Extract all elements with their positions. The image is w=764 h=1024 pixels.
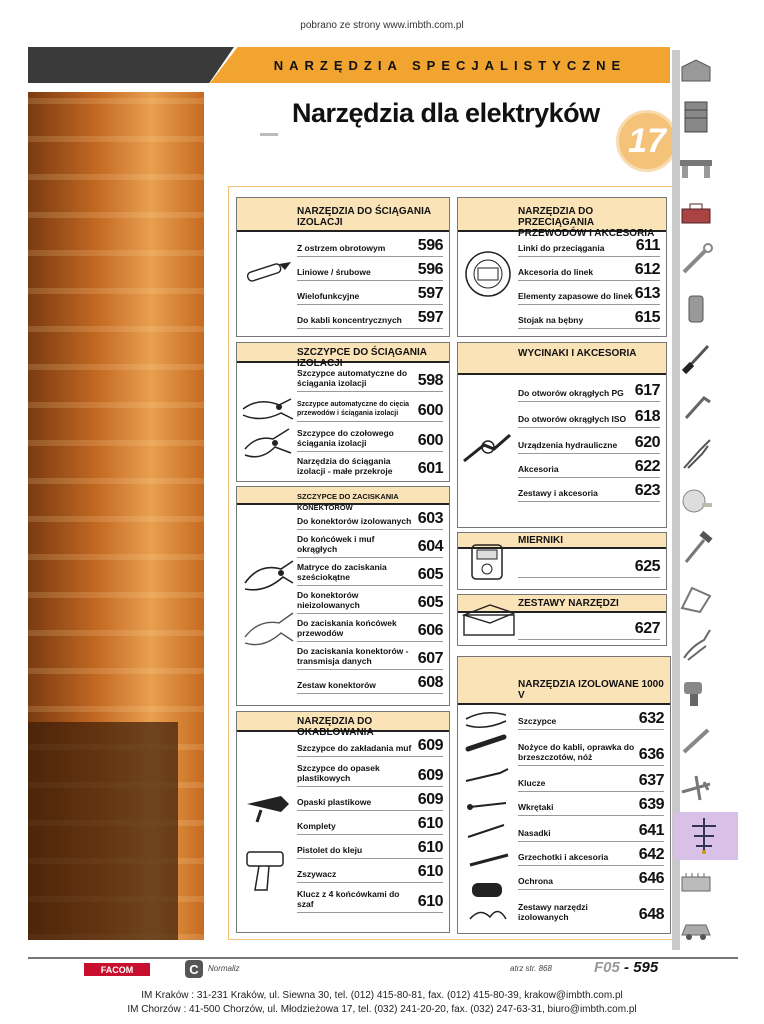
list-item[interactable] — [297, 834, 443, 859]
list-item[interactable] — [518, 729, 664, 766]
item-label: Do otworów okrągłych PG — [518, 388, 624, 398]
hydraulic-punch-icon — [460, 427, 516, 471]
item-page: 642 — [638, 846, 664, 863]
page-title: Narzędzia dla elektryków — [292, 98, 600, 128]
section-stripping-tools — [236, 197, 450, 337]
item-label: Do końcówek i muf okrągłych — [297, 534, 375, 554]
item-page: 611 — [635, 237, 660, 254]
banner-dark-segment — [28, 47, 234, 83]
chapter-tab-impact-wrench-icon[interactable] — [676, 672, 716, 712]
list-item[interactable] — [297, 882, 443, 913]
chapter-tab-tool-cabinet-icon[interactable] — [676, 98, 716, 138]
chapter-tab-torque-wrench-icon[interactable] — [676, 720, 716, 760]
item-page: 604 — [417, 538, 443, 555]
item-page: 618 — [634, 408, 660, 425]
item-label: Liniowe / śrubowe — [297, 267, 371, 277]
cable-tie-gun-icon — [241, 786, 295, 896]
item-label: Do konektorów nieizolowanych — [297, 590, 360, 610]
list-item[interactable] — [518, 889, 664, 925]
title-marker — [260, 133, 278, 136]
item-label: Zszywacz — [297, 869, 337, 879]
list-item[interactable] — [518, 791, 664, 816]
list-item[interactable] — [518, 705, 664, 730]
list-item[interactable] — [297, 732, 443, 757]
item-page: 603 — [417, 510, 443, 527]
item-page: 612 — [634, 261, 660, 278]
item-page: 636 — [638, 746, 664, 763]
list-item[interactable] — [518, 375, 660, 402]
list-item[interactable] — [518, 815, 664, 842]
c-logo: C — [185, 960, 203, 978]
list-item[interactable] — [297, 858, 443, 883]
page-number — [594, 959, 658, 976]
item-page: 610 — [417, 893, 443, 910]
section-title: SZCZYPCE DO ŚCIĄGANIA IZOLACJI — [297, 347, 427, 369]
item-page: 623 — [634, 482, 660, 499]
section-stripping-pliers — [236, 342, 450, 482]
facom-logo: FACOM — [84, 963, 150, 976]
page-section: F05 — [594, 959, 620, 976]
multimeter-icon — [464, 541, 512, 585]
section-cabling-tools — [236, 711, 450, 933]
chapter-tab-hacksaw-icon[interactable] — [676, 576, 716, 616]
item-label: Nasadki — [518, 828, 551, 838]
item-label: Do otworów okrągłych ISO — [518, 414, 627, 424]
chapter-tab-electronics-icon[interactable] — [676, 864, 716, 904]
list-item[interactable] — [297, 421, 443, 452]
item-label: Narzędzia do ściągania izolacji - małe przekroje — [297, 456, 393, 476]
item-page: 620 — [634, 434, 660, 451]
item-label: Klucze — [518, 778, 546, 788]
list-item[interactable] — [297, 585, 443, 614]
item-page: 613 — [634, 285, 660, 302]
cable-knife-icon — [241, 260, 293, 286]
item-page: 622 — [634, 458, 660, 475]
list-item[interactable] — [297, 505, 443, 530]
item-page: 610 — [417, 863, 443, 880]
item-label: Urządzenia hydrauliczne — [518, 440, 618, 450]
list-item[interactable] — [518, 841, 664, 866]
list-item[interactable] — [297, 669, 443, 694]
list-item[interactable] — [297, 641, 443, 670]
chapter-tab-pliers-cutter-icon[interactable] — [676, 624, 716, 664]
item-page: 601 — [417, 460, 443, 477]
item-page: 610 — [417, 815, 443, 832]
item-page: 627 — [634, 620, 660, 637]
item-page: 610 — [417, 839, 443, 856]
list-item[interactable] — [518, 256, 660, 281]
section-title: WYCINAKI I AKCESORIA — [518, 348, 637, 359]
item-page: 596 — [417, 237, 443, 254]
list-item[interactable] — [297, 232, 443, 257]
item-label: Linki do przeciągania — [518, 243, 605, 253]
electrician-photo — [28, 92, 204, 940]
list-item[interactable] — [297, 391, 443, 422]
item-label: Zestawy i akcesoria — [518, 488, 598, 498]
chapter-tab-socket-icon[interactable] — [676, 290, 716, 330]
list-item[interactable] — [518, 401, 660, 428]
page-separator: - — [619, 959, 634, 976]
toolbox-icon — [460, 601, 516, 641]
list-item[interactable] — [518, 280, 660, 305]
section-punches — [457, 342, 667, 528]
section-title: NARZĘDZIA DO PRZECIĄGANIA PRZEWODÓW I AKCESORIA — [518, 206, 655, 239]
list-item[interactable] — [518, 765, 664, 792]
source-note: pobrano ze strony www.imbth.com.pl — [300, 20, 464, 31]
item-label: Wkrętaki — [518, 802, 554, 812]
item-page: 606 — [417, 622, 443, 639]
item-page: 607 — [417, 650, 443, 667]
item-page: 596 — [417, 261, 443, 278]
item-label: Do zaciskania konektorów - transmisja danych — [297, 646, 409, 666]
item-label: Do kabli koncentrycznych — [297, 315, 402, 325]
list-item[interactable] — [518, 232, 660, 257]
item-page: 617 — [634, 382, 660, 399]
item-page: 608 — [417, 674, 443, 691]
category-banner-title: NARZĘDZIA SPECJALISTYCZNE — [273, 58, 627, 73]
item-page: 605 — [417, 566, 443, 583]
item-page: 597 — [417, 309, 443, 326]
item-label: Szczypce automatyczne do cięcia przewodów i ściągania izolacji — [297, 401, 410, 417]
list-item[interactable] — [297, 304, 443, 329]
section-title: NARZĘDZIA DO ŚCIĄGANIA IZOLACJI — [297, 206, 431, 228]
item-page: 600 — [417, 402, 443, 419]
item-label: Do zaciskania końcówek przewodów — [297, 618, 397, 638]
item-label: Zestaw konektorów — [297, 680, 376, 690]
list-item[interactable] — [297, 256, 443, 281]
item-page: 605 — [417, 594, 443, 611]
item-page: 597 — [417, 285, 443, 302]
section-tool-sets — [457, 594, 667, 646]
item-page: 600 — [417, 432, 443, 449]
address-krakow: IM Kraków : 31-231 Kraków, ul. Siewna 30, tel. (012) 415-80-81, fax. (012) 415-80-39, krakow@imbth.com.pl — [141, 990, 623, 1001]
list-item[interactable] — [518, 453, 660, 478]
chapter-tab-workbench-icon[interactable] — [676, 148, 716, 188]
chapter-tab-screwdriver-icon[interactable] — [676, 338, 716, 378]
item-label: Komplety — [297, 821, 336, 831]
item-page: 598 — [417, 372, 443, 389]
list-item[interactable] — [297, 756, 443, 787]
list-item[interactable] — [518, 477, 660, 502]
section-title: SZCZYPCE DO ZACISKANIA KONEKTORÓW — [297, 492, 399, 512]
list-item[interactable] — [297, 363, 443, 392]
section-crimping-pliers — [236, 486, 450, 706]
chapter-tab-tool-case-icon[interactable] — [676, 52, 716, 92]
section-title: ZESTAWY NARZĘDZI — [518, 598, 619, 609]
item-label: Nożyce do kabli, oprawka do brzeszczotów, nóż — [518, 742, 635, 762]
item-label: Akcesoria — [518, 464, 559, 474]
item-page: 609 — [417, 791, 443, 808]
item-label: Szczypce automatyczne do ściągania izolacji — [297, 368, 408, 388]
chapter-tab-wrench-icon[interactable] — [676, 240, 716, 280]
chapter-badge: 17 — [616, 110, 678, 172]
item-label: Akcesoria do linek — [518, 267, 594, 277]
item-label: Opaski plastikowe — [297, 797, 372, 807]
item-label: Szczypce do opasek plastikowych — [297, 763, 380, 783]
item-page: 609 — [417, 767, 443, 784]
list-item[interactable] — [297, 810, 443, 835]
section-title: NARZĘDZIA IZOLOWANE 1000 V — [518, 679, 664, 701]
list-item[interactable] — [518, 304, 660, 329]
item-label: Elementy zapasowe do linek — [518, 291, 633, 301]
crimping-pliers-icon — [239, 553, 297, 653]
item-label: Stojak na bębny — [518, 315, 584, 325]
item-label: Grzechotki i akcesoria — [518, 852, 609, 862]
chapter-tab-tape-measure-icon[interactable] — [676, 480, 716, 520]
list-item[interactable] — [297, 451, 443, 479]
item-page: 632 — [638, 710, 664, 727]
wire-reel-icon — [462, 248, 514, 300]
chapter-tab-hammer-icon[interactable] — [676, 528, 716, 568]
item-label: Ochrona — [518, 876, 553, 886]
chapter-tab-pliers-icon[interactable] — [676, 434, 716, 474]
insulated-tools-icon — [460, 707, 516, 929]
list-item[interactable] — [297, 280, 443, 305]
item-page: 609 — [417, 737, 443, 754]
item-label: Do konektorów izolowanych — [297, 516, 412, 526]
item-label: Szczypce — [518, 716, 557, 726]
stripping-pliers-icon — [239, 379, 295, 463]
normalize-note: Normaliz — [208, 964, 240, 973]
address-chorzow: IM Chorzów : 41-500 Chorzów, ul. Młodzieżowa 17, tel. (032) 241-20-20, fax. (032) 247-63-31, biuro@imbth.com.pl — [127, 1004, 637, 1015]
item-page: 648 — [638, 906, 664, 923]
chapter-tab-hex-key-icon[interactable] — [676, 386, 716, 426]
chapter-tab-electrical-icon[interactable] — [684, 816, 724, 856]
item-label: Wielofunkcyjne — [297, 291, 360, 301]
list-item[interactable] — [518, 865, 664, 890]
item-label: Z ostrzem obrotowym — [297, 243, 386, 253]
see-page-note: atrz str. 868 — [510, 964, 552, 973]
list-item[interactable] — [518, 613, 660, 640]
item-label: Pistolet do kleju — [297, 845, 363, 855]
chapter-tab-toolbox-icon[interactable] — [676, 194, 716, 234]
list-item[interactable] — [518, 427, 660, 454]
section-title: MIERNIKI — [518, 535, 563, 546]
list-item[interactable] — [297, 557, 443, 586]
item-page: 646 — [638, 870, 664, 887]
item-label: Klucz z 4 końcówkami do szaf — [297, 889, 400, 909]
item-page: 641 — [638, 822, 664, 839]
chapter-tab-automotive-icon[interactable] — [676, 910, 716, 950]
item-label: Zestawy narzędzi izolowanych — [518, 902, 588, 922]
item-label: Szczypce do zakładania muf — [297, 743, 412, 753]
item-page: 615 — [634, 309, 660, 326]
list-item[interactable] — [518, 549, 660, 578]
item-label: Matryce do zaciskania sześciokątne — [297, 562, 387, 582]
section-meters — [457, 532, 667, 590]
list-item[interactable] — [297, 786, 443, 811]
item-label: Szczypce do czołowego ściągania izolacji — [297, 428, 394, 448]
chapter-tab-aircraft-icon[interactable] — [676, 768, 716, 808]
list-item[interactable] — [297, 613, 443, 642]
page-value: 595 — [633, 959, 659, 976]
section-title: NARZĘDZIA DO OKABLOWANIA — [297, 716, 374, 738]
section-insulated-tools — [457, 656, 671, 934]
item-page: 625 — [634, 558, 660, 575]
section-pulling-tools — [457, 197, 667, 337]
item-page: 639 — [638, 796, 664, 813]
list-item[interactable] — [297, 529, 443, 558]
item-page: 637 — [638, 772, 664, 789]
